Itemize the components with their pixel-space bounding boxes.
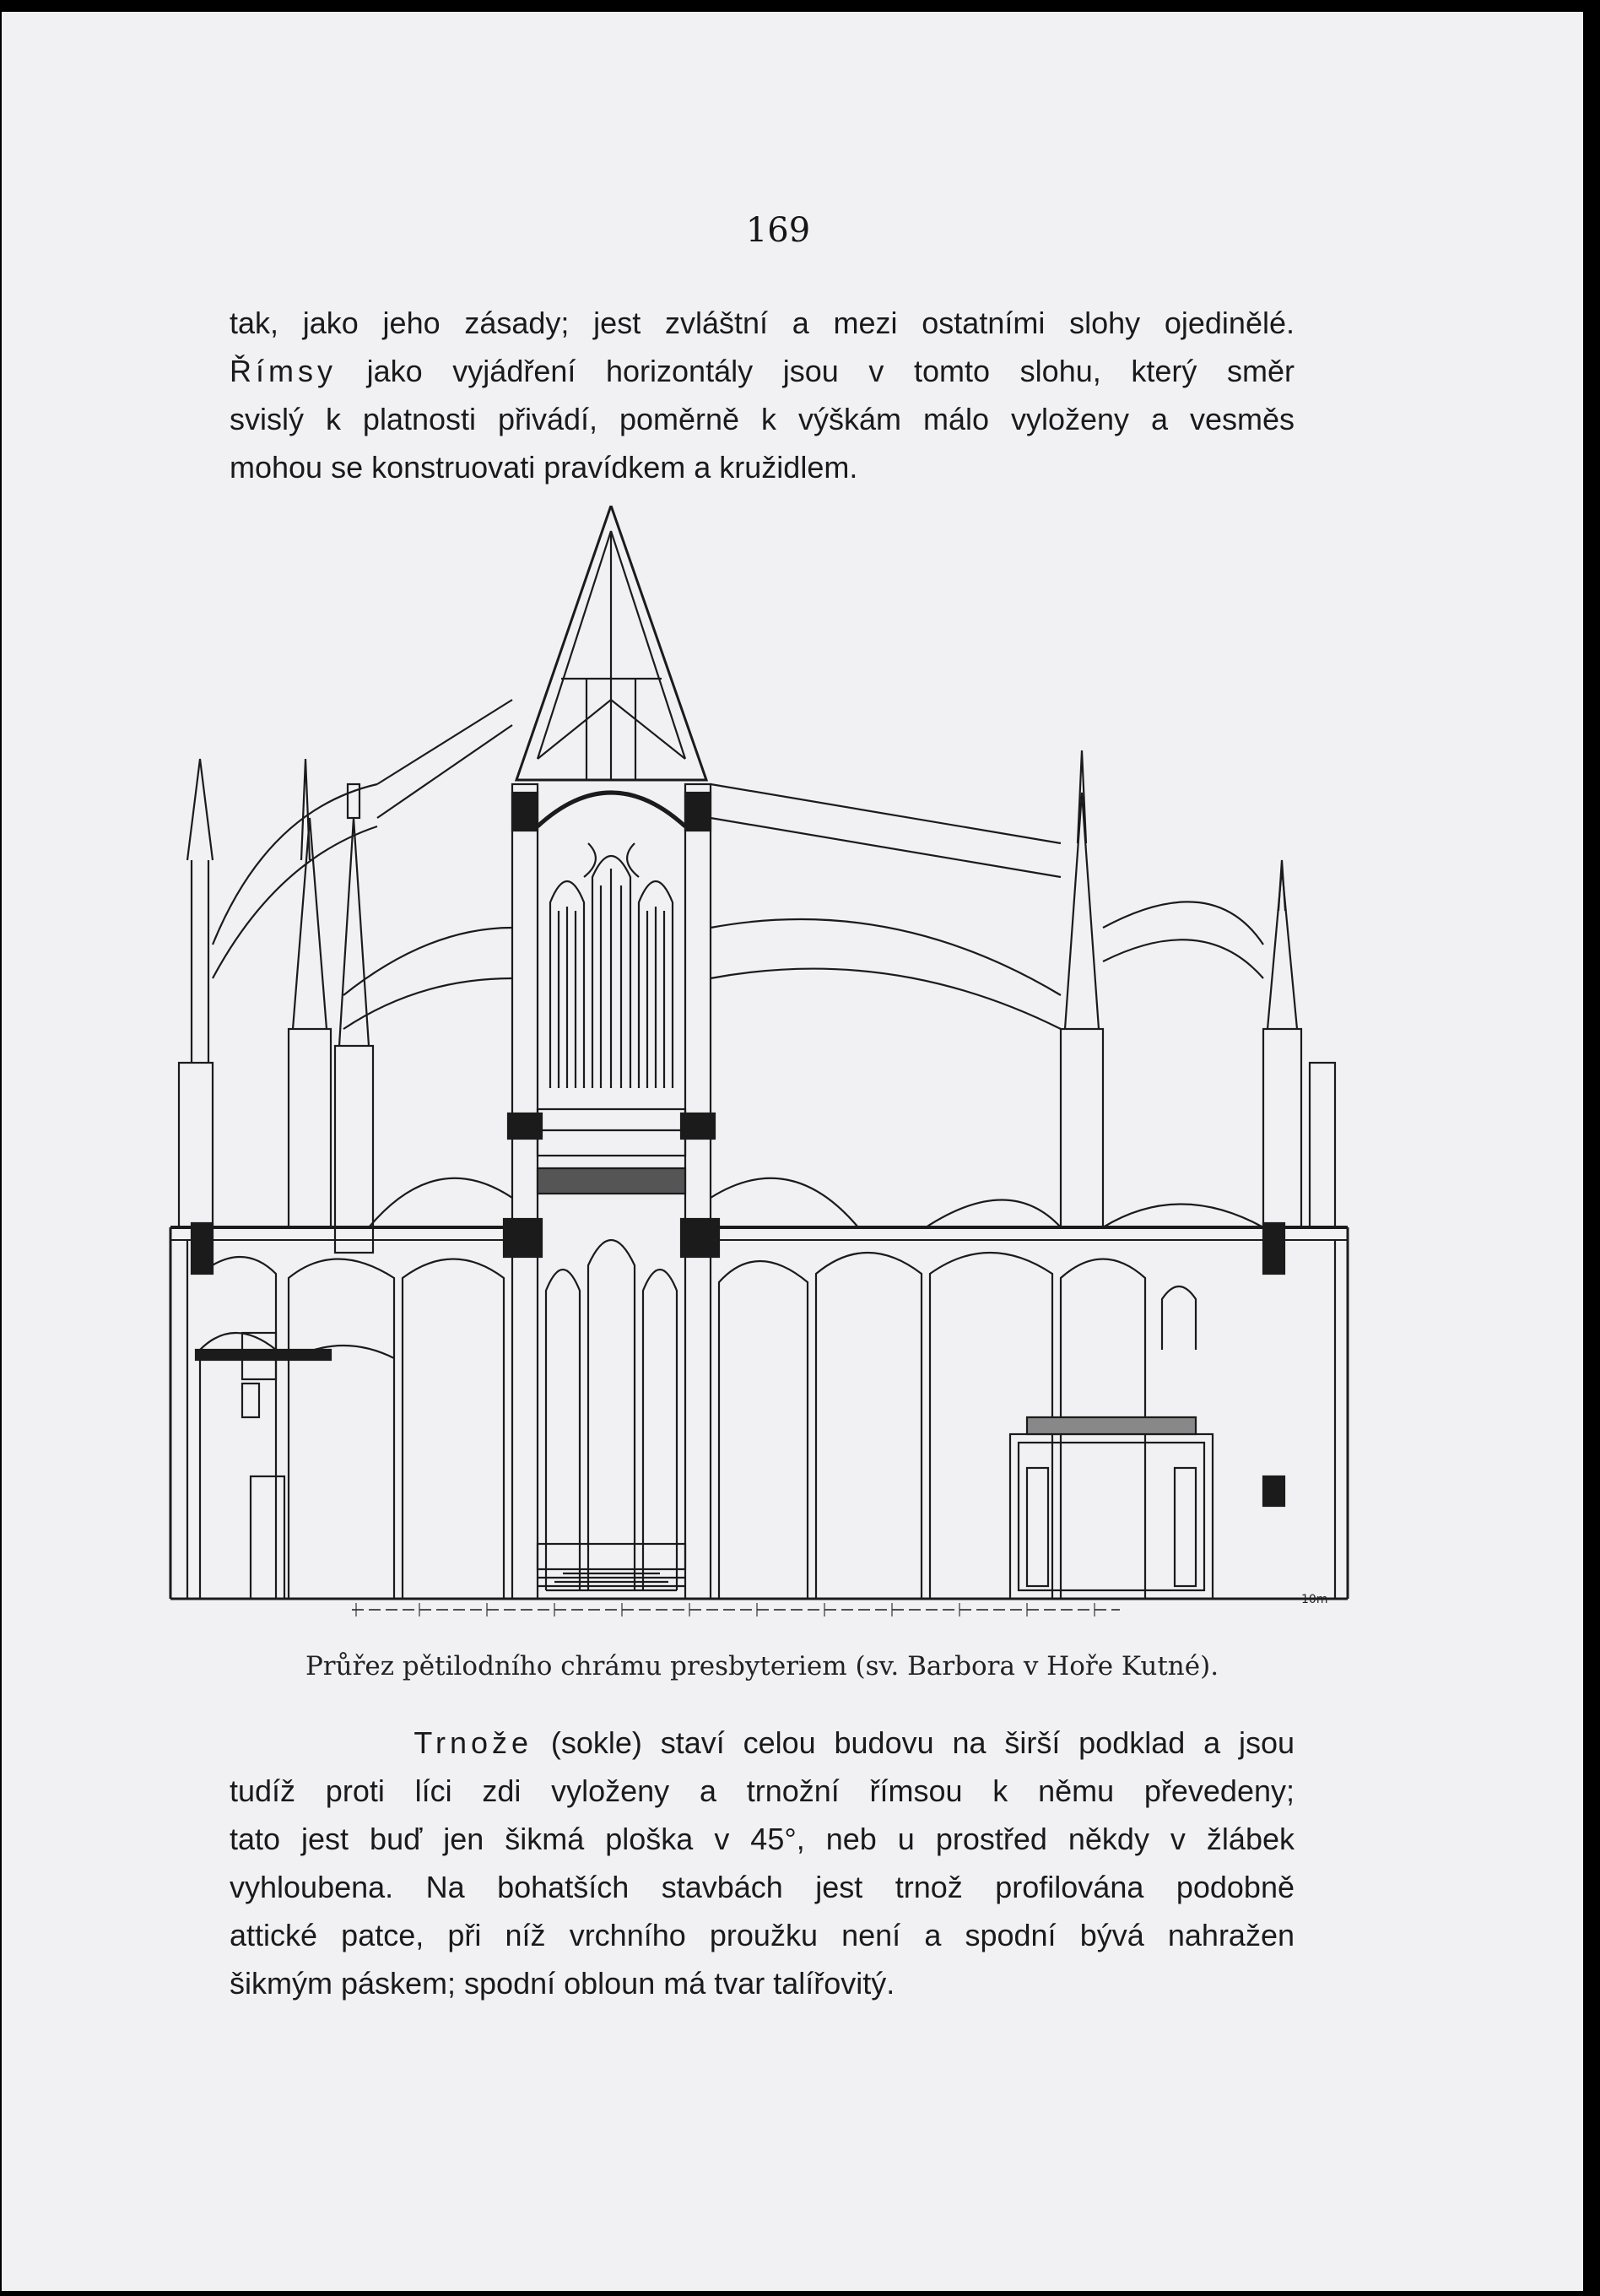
- scale-label: 10m: [1301, 1593, 1328, 1606]
- cathedral-cross-section-drawing: [166, 506, 1398, 1628]
- text-line-rest: jako vyjádření horizontály jsou v tomto slohu, který směr: [366, 354, 1295, 388]
- text-line: [230, 1719, 1295, 1767]
- paragraph-plinth: [230, 1719, 1295, 2007]
- text-line: tato jest buď jen šikmá ploška v 45°, neb u prostřed někdy v žlábek: [230, 1822, 1295, 1856]
- text-line: vyhloubena. Na bohatších stavbách jest trnož profilována podobně: [230, 1870, 1295, 1904]
- text-line: svislý k platnosti přivádí, poměrně k výškám málo vyloženy a vesměs: [230, 402, 1295, 436]
- page-number: 169: [745, 211, 811, 250]
- paragraph-intro: [230, 299, 1295, 491]
- text-line: tudíž proti líci zdi vyloženy a trnožní římsou k němu převedeny;: [230, 1773, 1295, 1808]
- book-page: [2, 12, 1583, 2291]
- spaced-term: Římsy: [230, 354, 337, 388]
- text-line: tak, jako jeho zásady; jest zvláštní a mezi ostatními slohy ojedinělé.: [230, 306, 1295, 340]
- spaced-term: Trnože: [414, 1725, 533, 1760]
- text-line-rest: (sokle) staví celou budovu na širší podklad a jsou: [550, 1725, 1295, 1760]
- text-line: šikmým páskem; spodní obloun má tvar talířovitý.: [230, 1966, 895, 2001]
- figure-caption: Průřez pětilodního chrámu presbyteriem (sv. Barbora v Hoře Kutné).: [305, 1651, 1219, 1681]
- text-line: [230, 347, 1295, 395]
- text-line: attické patce, při níž vrchního proužku není a spodní bývá nahražen: [230, 1918, 1295, 1952]
- text-line: mohou se konstruovati pravídkem a kružidlem.: [230, 450, 858, 485]
